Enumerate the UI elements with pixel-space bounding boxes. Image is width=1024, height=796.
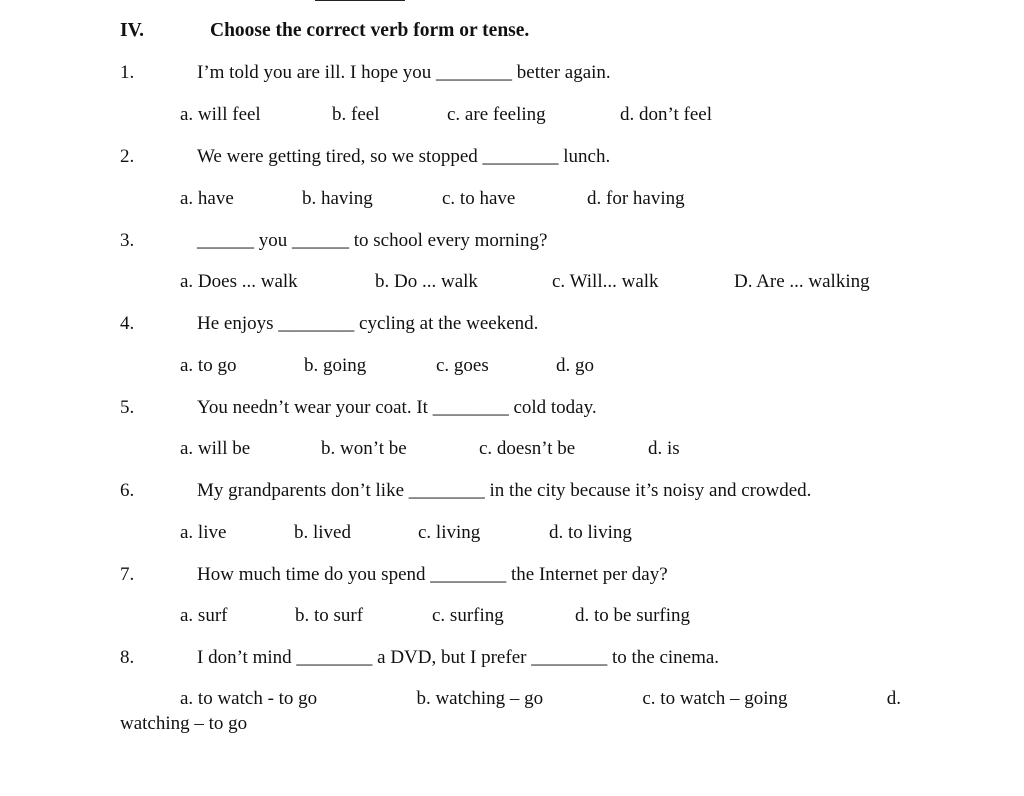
question-8 xyxy=(120,647,719,669)
section-number: IV. xyxy=(120,20,145,41)
option-b: b. won’t be xyxy=(321,438,407,459)
option-c: c. surfing xyxy=(432,605,504,626)
option-c: c. Will... walk xyxy=(552,271,659,292)
question-number: 8. xyxy=(120,647,135,668)
option-d-continuation: watching – to go xyxy=(120,713,248,734)
option-d: D. Are ... walking xyxy=(734,271,870,292)
section-instruction: Choose the correct verb form or tense. xyxy=(210,20,530,41)
option-c: c. doesn’t be xyxy=(479,438,576,459)
option-b: b. going xyxy=(304,355,367,376)
question-text: My grandparents don’t like ________ in the city because it’s noisy and crowded. xyxy=(197,480,812,501)
question-text: ______ you ______ to school every morning? xyxy=(197,230,548,251)
question-number: 1. xyxy=(120,62,135,83)
question-number: 7. xyxy=(120,564,135,585)
option-c: c. goes xyxy=(436,355,489,376)
question-5 xyxy=(120,397,597,419)
question-text: I don’t mind ________ a DVD, but I prefer ________ to the cinema. xyxy=(197,647,720,668)
question-6 xyxy=(120,480,811,502)
option-b: b. lived xyxy=(294,522,351,543)
option-a: a. Does ... walk xyxy=(180,271,298,292)
options-8 xyxy=(120,688,901,735)
question-4 xyxy=(120,313,538,335)
option-c: c. living xyxy=(418,522,481,543)
option-c: c. to have xyxy=(442,188,516,209)
question-text: You needn’t wear your coat. It ________ cold today. xyxy=(197,397,597,418)
question-number: 5. xyxy=(120,397,135,418)
question-number: 6. xyxy=(120,480,135,501)
question-3 xyxy=(120,230,547,252)
option-a: a. live xyxy=(180,522,227,543)
option-d: d. go xyxy=(556,355,594,376)
question-number: 3. xyxy=(120,230,135,251)
option-a: a. will be xyxy=(180,438,251,459)
question-1 xyxy=(120,62,611,84)
question-text: We were getting tired, so we stopped ________ lunch. xyxy=(197,146,611,167)
option-a: a. will feel xyxy=(180,104,261,125)
option-b: b. feel xyxy=(332,104,380,125)
option-d: d. don’t feel xyxy=(620,104,712,125)
option-b: b. having xyxy=(302,188,373,209)
option-d: d. is xyxy=(648,438,680,459)
option-a: a. to watch - to go xyxy=(180,688,318,709)
question-2 xyxy=(120,146,610,168)
option-b: b. watching – go xyxy=(416,688,544,709)
option-a: a. have xyxy=(180,188,234,209)
option-a: a. surf xyxy=(180,605,228,626)
option-d: d. to living xyxy=(549,522,632,543)
question-7 xyxy=(120,564,668,586)
section-heading xyxy=(120,20,529,42)
blank-line xyxy=(315,0,405,1)
option-a: a. to go xyxy=(180,355,237,376)
question-text: I’m told you are ill. I hope you ________ better again. xyxy=(197,62,611,83)
option-b: b. to surf xyxy=(295,605,364,626)
option-d: d. to be surfing xyxy=(575,605,691,626)
cut-off-top-line xyxy=(300,0,700,6)
question-text: He enjoys ________ cycling at the weekend. xyxy=(197,313,539,334)
option-c: c. are feeling xyxy=(447,104,546,125)
option-c: c. to watch – going xyxy=(642,688,788,709)
option-d: d. for having xyxy=(587,188,685,209)
option-d: d. xyxy=(886,688,901,709)
question-text: How much time do you spend ________ the Internet per day? xyxy=(197,564,668,585)
question-number: 4. xyxy=(120,313,135,334)
option-b: b. Do ... walk xyxy=(375,271,478,292)
question-number: 2. xyxy=(120,146,135,167)
